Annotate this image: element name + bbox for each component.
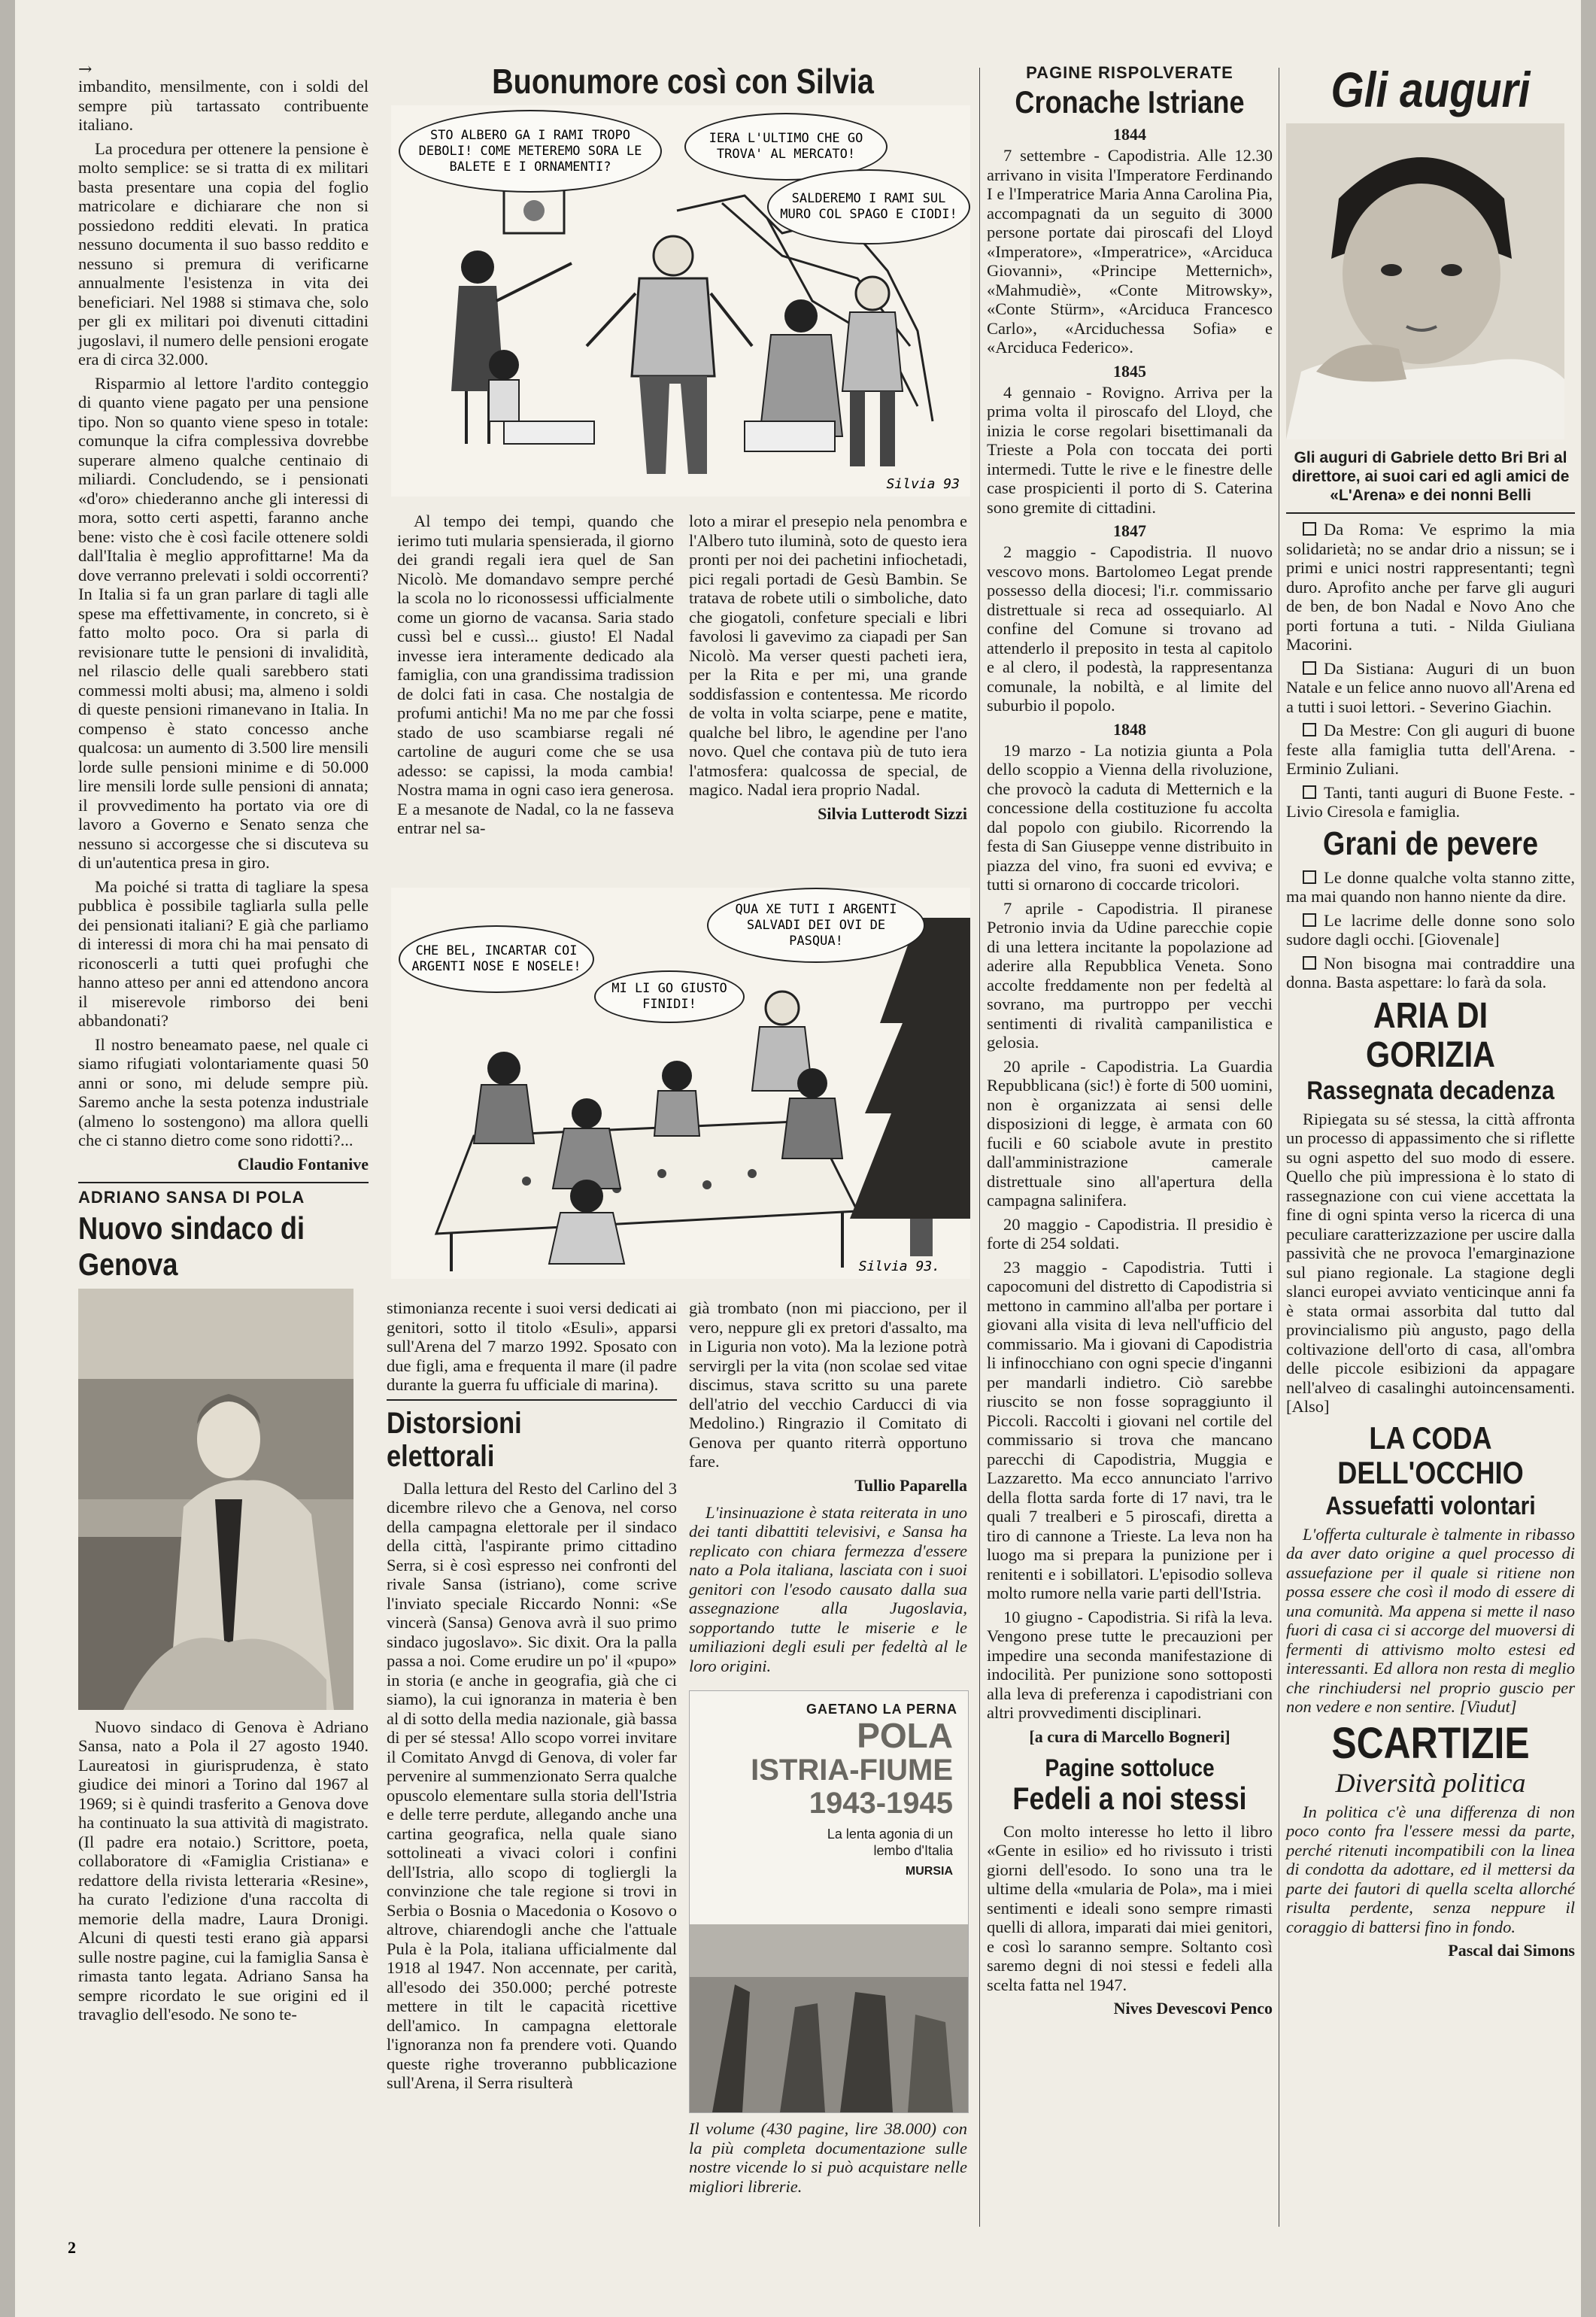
- book-publisher: MURSIA: [905, 1865, 953, 1878]
- chronicle-year: 1847: [1113, 521, 1146, 540]
- chronicle-year: 1848: [1113, 719, 1146, 739]
- article-headline: ARIA DI GORIZIA: [1366, 995, 1495, 1075]
- lower-right-column: [689, 1298, 967, 2200]
- chronicle-entry: 19 marzo - La notizia giunta a Pola dello scoppio a Vienna della rivoluzione, che provocò la caduta di Metternich e la concessione della costituzione fu accolta dal popolo con giubilo. Ricorrendo la festa di San Giuseppe venne distribuito in piazza del vino, fra suoni ed evviva; e tutti si ornarono di coccarde tricolori.: [987, 740, 1273, 894]
- chronicle-entry: 10 giugno - Capodistria. Si rifà la leva. Vengono prese tutte le precauzioni per impedire una seconda manifestazione di indocilità. Per punizione sono sottoposti alla leva di preferenza i capodistriani con altri provvedimenti disciplinari.: [987, 1607, 1273, 1722]
- book-subtitle: La lenta agonia di un lembo d'Italia: [827, 1827, 953, 1858]
- book-title: POLA: [857, 1716, 953, 1755]
- article-subheadline: Assuefatti volontari: [1325, 1491, 1536, 1520]
- article-headline: Distorsioni elettorali: [387, 1406, 522, 1473]
- auguri-item: Da Mestre: Con gli auguri di buone feste alla famiglia tutta dell'Arena. - Erminio Zuliani.: [1286, 721, 1575, 778]
- checkbox-bullet-icon: [1303, 723, 1316, 736]
- fedeli-paragraph: Con molto interesse ho letto il libro «Gente in esilio» ed ho rivissuto i tristi giorni dell'esodo. Io sono una tra le ultime della «mularia de Pola», ma i miei sentimenti e ideali sono sempre rimasti quelli di allora, imparati dai miei genitori, e così lo saranno sempre. Soltanto così saremo degni di noi stessi e fedeli alla scelta fatta nel 1947.: [987, 1821, 1273, 1994]
- divider: [1286, 512, 1575, 514]
- speech-bubble: CHE BEL, INCARTAR COI ARGENTI NOSE E NOSELE!: [399, 925, 594, 993]
- cartoon-children-table: [391, 888, 970, 1279]
- article-headline: Gli auguri: [1331, 62, 1531, 117]
- column-2: [384, 63, 982, 105]
- article-headline: LA CODA DELL'OCCHIO: [1337, 1420, 1524, 1490]
- article-headline: Nuovo sindaco di Genova: [78, 1210, 305, 1282]
- auguri-item: Da Sistiana: Auguri di un buon Natale e un felice anno nuovo all'Arena ed a tutti i suoi lettori. - Severino Giachin.: [1286, 658, 1575, 716]
- editor-note: L'insinuazione è stata reiterata in uno dei tanti dibattiti televisivi, e Sansa ha replicato con chiara fermezza d'essere nato a Pola italiana, lasciata con i suoi genitori con l'esodo causato dalla sua assegnazione alla Jugoslavia, sopportando tutte le miserie e le umiliazioni degli esuli per fedeltà al le loro origini.: [689, 1502, 967, 1675]
- article-signature: Pascal dai Simons: [1448, 1941, 1575, 1960]
- speech-bubble: IERA L'ULTIMO CHE GO TROVA' AL MERCATO!: [684, 113, 888, 181]
- coda-paragraph: L'offerta culturale è talmente in ribasso da aver dato origine a quel processo di assuefazione per il quale si ritiene non possa essere che così il modo di essere di una comunità. Ma appena si mette il naso fuori di casa ci si accorge del muoversi di fermenti di attivismo molto estesi ed interessanti. Ed allora non resta di meglio che rinchiudersi nel proprio guscio per non vedere e non sentire. [Viudut]: [1286, 1524, 1575, 1716]
- chronicle-entry: 7 settembre - Capodistria. Alle 12.30 arrivano in visita l'Imperatore Ferdinando I e l'Imperatrice Maria Anna Carolina Pia, accompagnati da un seguito di 3000 persone portate dai piroscafi del Lloyd «Imperatore», «Imperatrice», «Arciduca Giovanni», «Principe Metternich», «Mahmudiè», «Conte Mitrowsky», «Conte Stürm», «Arciduca Francesco Carlo», «Arciduchessa Sofia» e «Arciduca Federico».: [987, 146, 1273, 357]
- book-title: 1943-1945: [809, 1787, 953, 1820]
- chronicle-entry: 2 maggio - Capodistria. Il nuovo vescovo mons. Bartolomeo Legat prende possesso della diocesi; l'i.r. commissario distrettuale si reca ad ossequiarlo. Al confine del Comune si trovano ad attenderlo il preposito in testa al capitolo e al clero, il podestà, la rappresentanza comunale, la nobiltà, e al limite del suburbio il popolo.: [987, 542, 1273, 715]
- article-kicker: PAGINE RISPOLVERATE: [1026, 63, 1233, 82]
- column-3: [987, 63, 1273, 2026]
- speech-bubble: STO ALBERO GA I RAMI TROPO DEBOLI! COME METEREMO SORA LE BALETE E I ORNAMENTI?: [399, 110, 662, 193]
- cartoon-signature: Silvia 93: [886, 476, 960, 492]
- chronicle-entry: 20 aprile - Capodistria. La Guardia Repubblicana (sic!) è forte di 500 uomini, non è organizzata ai sensi delle disposizioni di legge, è armata con 60 fucili e 60 sciabole avute in prestito dall'amministrazione camerale distrettuale sino all'apertura della campagna salinifera.: [987, 1056, 1273, 1210]
- chronicle-year: 1845: [1113, 361, 1146, 381]
- pensioni-paragraph: Risparmio al lettore l'ardito conteggio di quanto viene pagato per una pensione tipo. Non so quanto viene speso in totale: comunque la cifra complessiva dovrebbe superare almeno qualche centinaio di miliardi. Concludendo, se i pensionati «d'oro» chiederanno anche gli interessi di mora, sotto certi aspetti, faranno anche bene: visto che è così facile ottenere soldi dall'Italia è meglio approfittarne! Ma da dove verranno prelevati i soldi occorrenti? In Italia si fa un gran parlare di tagli alle spese ma effettivamente, in concreto, si è fatto molto poco. Ora si parla di revisionare tutte le pensioni di invalidità, nel rilascio delle quali sarebbero stati commessi molti abusi; ma, almeno i soldi di queste pensioni rimanevano in Italia. In compenso è stato concesso anche qualcosa: un aumento di 3.500 lire mensili lorde sulle pensioni minime e di 50.000 lire mensili lorde sulle pensioni di annata; il provvedimento ha portato via ore di lavoro a Governo e Senato senza che nessuno si accorgesse che si discuteva su di un'autentica presa in giro.: [78, 373, 369, 872]
- story-right-column: [689, 512, 967, 831]
- checkbox-bullet-icon: [1303, 785, 1316, 799]
- article-headline: Grani de pevere: [1322, 824, 1539, 862]
- article-credit: [a cura di Marcello Bogneri]: [1029, 1726, 1230, 1746]
- pensioni-paragraph: La procedura per ottenere la pensione è molto semplice: se si tratta di ex militari basta presentare una copia del foglio matricolare e dichiarare che non si possiedono redditi elevati. In pratica nessuno documenta il suo basso reddito e nessuno si premura di verificarne annualmente l'esistenza in vita dei beneficiari. Nel 1988 si stimava che, solo per gli ex militari poi divenuti cittadini jugoslavi, il numero delle pensioni erogate era di circa 32.000.: [78, 138, 369, 369]
- checkbox-bullet-icon: [1303, 661, 1316, 675]
- page-number: 2: [68, 2238, 76, 2257]
- cartoon-signature: Silvia 93.: [858, 1259, 940, 1274]
- sansa-paragraph: Nuovo sindaco di Genova è Adriano Sansa, nato a Pola il 27 agosto 1940. Laureatosi in giurisprudenza, è stato giudice dei minori a Torino dal 1967 al 1969; si è quindi trasferito a Genova dove ha continuato la sua attività di magistrato. (Il padre era notaio.) Scrittore, poeta, collaboratore di «Famiglia Cristiana» e redattore della rivista letteraria «Resine», ha curato l'edizione d'una raccolta di memorie della madre, Laura Dronigi. Alcuni di questi testi erano già apparsi sulle nostre pagine, cui la famiglia Sansa è rimasta tanto legata. Adriano Sansa ha sempre ricordato le sue origini ed il travaglio dell'esodo. Ne sono te-: [78, 1717, 369, 2024]
- checkbox-bullet-icon: [1303, 956, 1316, 970]
- lower-left-column: [387, 1298, 677, 2097]
- portrait-photo-sansa: [78, 1289, 353, 1710]
- auguri-item: Tanti, tanti auguri di Buone Feste. - Livio Ciresola e famiglia.: [1286, 782, 1575, 821]
- photo-caption: Gli auguri di Gabriele detto Bri Bri al direttore, ai suoi cari ed agli amici de «L'Arena» e dei nonni Belli: [1291, 449, 1570, 504]
- story-paragraph: loto a mirar el presepio nela penombra e l'Albero tuto iluminà, soto de questo iera pronti per noi dei pachetini infiochetadi, pici regali portadi de Gesù Bambin. Se tratava de robete utili o simboliche, dato che giogatoli, confeture speciali e libri favolosi li gavevimo za ciapadi per San Nicolò. Ma verser questi pacheti iera, per la Rita e per mi, una grande soddisfassion e contentessa. Me ricordo de volta in volta sciarpe, pene e matite, qualche bel libro, le agendine per l'ano novo. Quel che contava più de tuto iera l'atmosfera: qualcossa de special, de magico. Nadal iera proprio Nadal.: [689, 512, 967, 799]
- portrait-photo-child: [1286, 123, 1564, 439]
- chronicle-entry: 4 gennaio - Rovigno. Arriva per la prima volta il piroscafo del Lloyd, che inizia le corse regolari bisettimanali da Trieste a Pola con toccata dei porti intermedi. Tutte le rive e le finestre delle case prospicienti il porto di S. Caterina sono gremite di cittadini.: [987, 382, 1273, 517]
- article-subheadline: Rassegnata decadenza: [1306, 1076, 1555, 1105]
- chronicle-entry: 20 maggio - Capodistria. Il presidio è forte di 254 soldati.: [987, 1214, 1273, 1253]
- divider: [78, 1182, 369, 1183]
- story-signature: Silvia Lutterodt Sizzi: [818, 803, 967, 823]
- gorizia-paragraph: Ripiegata su sé stessa, la città affronta un processo di appassimento che si riflette su ogni aspetto del suo modo di essere. Quello che più impressiona è lo stato di rassegnazione con cui viene accettata la fine di ogni spinta verso la ricerca di una peculiare caratterizzazione per uscire dalla passività che ne provoca l'emarginazione sul piano regionale. La stagione degli slanci europei avviato venticinque anni fa è stata ormai assorbita dal tutto dal provincialismo più angusto, pago della coltivazione dell'orto di casa, all'ombra delle piccole esibizioni da appagare nell'alveo di casalinghi autoincensamenti. [Also]: [1286, 1109, 1575, 1416]
- book-cover-photo: [690, 1924, 968, 2112]
- article-subheadline: Diversità politica: [1335, 1767, 1526, 1798]
- newspaper-page: [15, 0, 1581, 2317]
- speech-bubble: QUA XE TUTI I ARGENTI SALVADI DEI OVI DE PASQUA!: [707, 888, 925, 963]
- continuation-arrow: →: [78, 60, 93, 79]
- grani-item: Le donne qualche volta stanno zitte, ma mai quando non hanno niente da dire.: [1286, 867, 1575, 906]
- article-signature: Claudio Fontanive: [237, 1154, 369, 1174]
- column-rule: [979, 68, 980, 2227]
- book-caption: Il volume (430 pagine, lire 38.000) con la più completa documentazione sulle nostre vicende lo si può acquistare nelle migliori librerie.: [689, 2119, 967, 2196]
- article-signature: Nives Devescovi Penco: [1113, 1999, 1273, 2018]
- distorsioni-paragraph: Dalla lettura del Resto del Carlino del 3 dicembre rilevo che a Genova, nel corso della campagna elettorale per il sindaco della città, l'aspirante primo cittadino Serra, si è così espresso nei confronti del rivale Sansa (istriano), come scrive l'inviato speciale Riccardo Nonni: «Se vincerà (Sansa) Genova avrà il suo primo sindaco jugoslavo». Sic dixit. Ora la palla passa a noi. Come erudire un po' il «pupo» in storia (e anche in geografia, già che ci siamo), la cui ignoranza in materia è ben al di sotto della media nazionale, già bassa di per sé stessa! Allo scopo vorrei invitare il Comitato Anvgd di Genova, di voler far pervenire al summenzionato Serra qualche opuscolo elementare sulla storia dell'Istria e delle terre perdute, allegando anche una cartina geografica, nella quale siano sottolineati a vivaci colori i confini dell'Istria, allo scopo di togliergli la convinzione che tale regione si trovi in Serbia o Bosnia o Macedonia o Kosovo o altrove, chiarendogli anche che l'attuale Pula è la Pola, italiana ufficialmente dal 1918 al 1947. Non accennate, per carità, all'esodo dei 350.000; perché potreste mettere in tilt le capacità ricettive dell'amico. In campagna elettorale l'ignoranza non fa prendere voti. Quando queste righe troveranno pubblicazione sull'Arena, il Serra risulterà: [387, 1478, 677, 2092]
- pensioni-paragraph: Il nostro beneamato paese, nel quale ci siamo rifugiati volontariamente quasi 50 anni or sono, mi delude sempre più. Saremo anche la sesta potenza industriale (almeno lo sostengono) ma allora quelli che ci stanno dietro come sono ridotti?...: [78, 1034, 369, 1149]
- column-1: [78, 60, 369, 2029]
- distorsioni-continuation: già trombato (non mi piacciono, per il vero, neppure gli ex pretori d'assalto, ma in Liguria non voto). Ma la lezione potrà servirgli per la vita (non scolae sed vitae discimus, stava scritto su una parete dell'atrio del vecchio Carducci di via Medolino.) Ringrazio il Comitato di Genova per quanto riterrà opportuno fare.: [689, 1298, 967, 1471]
- cartoon-christmas-tree: [391, 105, 970, 496]
- article-signature: Tullio Paparella: [854, 1475, 967, 1495]
- chronicle-entry: 23 maggio - Capodistria. Tutti i capocomuni del distretto di Capodistria si mettono in cammino all'alba per portare i giovani alla visita di leva nell'ufficio del commissario. Ma i giovani di Capodistria li infinocchiano con ogni specie d'inganni per mandarli indietro. Ciò sarebbe riuscito se non fosse sopraggiunto il Piccoli. Raccolti i giovani nel cortile del commissario si trova che mancano parecchi di Capodistria, Muggia e Lazzaretto. Ma ecco annunciato l'arrivo della flotta sarda forte di 17 navi, tra le quali 7 trealberi e 5 piroscafi, diretta a tiro di cannone a Trieste. La leva non ha luogo ma si prepara la punizione per i renitenti e i sobillatori. L'episodio solleva molto rumore nella varie parti dell'Istria.: [987, 1257, 1273, 1602]
- chronicle-year: 1844: [1113, 125, 1146, 144]
- article-headline: Fedeli a noi stessi: [1012, 1780, 1247, 1816]
- sansa-continuation: stimonianza recente i suoi versi dedicati ai genitori, sotto il titolo «Esuli», apparsi sull'Arena del 7 marzo 1992. Sposato con due figli, ama e frequenta il mare (il padre durante la guerra fu ufficiale di marina).: [387, 1298, 677, 1394]
- pensioni-paragraph: Ma poiché si tratta di tagliare la spesa pubblica è possibile tagliarla sulla pelle dei pensionati italiani? E già che parliamo di interessi di mora chi ha mai pensato di riconoscerli a tutti quei profughi che hanno atteso per anni ed attendono ancora il miserevole rimborso dei beni abbandonati?: [78, 876, 369, 1030]
- speech-bubble: MI LI GO GIUSTO FINIDI!: [594, 970, 745, 1023]
- book-title: ISTRIA-FIUME: [751, 1754, 953, 1787]
- article-kicker: Pagine sottoluce: [1045, 1754, 1215, 1781]
- book-author: GAETANO LA PERNA: [806, 1702, 957, 1717]
- pensioni-paragraph: imbandito, mensilmente, con i soldi del sempre più tartassato contribuente italiano.: [78, 77, 369, 134]
- article-headline: Cronache Istriane: [1015, 84, 1245, 120]
- article-headline: Buonumore così con Silvia: [492, 62, 874, 101]
- checkbox-bullet-icon: [1303, 913, 1316, 927]
- grani-item: Le lacrime delle donne sono solo sudore dagli occhi. [Giovenale]: [1286, 910, 1575, 949]
- article-headline: SCARTIZIE: [1331, 1718, 1530, 1768]
- story-left-column: [397, 512, 674, 843]
- checkbox-bullet-icon: [1303, 870, 1316, 884]
- speech-bubble: SALDEREMO I RAMI SUL MURO COL SPAGO E CIODI!: [767, 169, 970, 244]
- auguri-item: Da Roma: Ve esprimo la mia solidarietà; no se andar drio a nissun; se i primi e unici nostri rappresentanti; tegnì duro. Aprofito anche per farve gli auguri de ben, de bon Nadal e Novo Ano che porti fortuna a tuti. - Nilda Giuliana Macorini.: [1286, 520, 1575, 654]
- chronicle-entry: 7 aprile - Capodistria. Il piranese Petronio invia da Udine parecchie copie di una lettera incitante la popolazione ad aderire alla Repubblica Veneta. Sono accolte freddamente non per fedeltà al sovrano, ma purtroppo per vecchi sentimenti di rivalità campanilistica e gelosia.: [987, 898, 1273, 1052]
- grani-item: Non bisogna mai contraddire una donna. Basta aspettare: lo farà da sola.: [1286, 953, 1575, 991]
- divider: [387, 1399, 677, 1401]
- story-paragraph: Al tempo dei tempi, quando che ierimo tuti mularia spensierada, il giorno dei grandi regali iera quel de San Nicolò. Me domandavo sempre perché la scola no lo riconossessi ufficialmente come un giorno de vacansa. Saria stado cussì bel e cussì... giusto! El Nadal invesse iera interamente dedicado ala famiglia, con una grandissima tradission de dolci fati in casa. Che nostalgia de profumi antichi! Ma no me par che fossi stado de uso scambiarse regali né cartoline de auguri come che se usa adesso: se capissi, la moda cambia! Nostra mama in ogni caso iera generosa. E a mesanote de Nadal, co la ne fasseva entrar nel sa-: [397, 512, 674, 837]
- column-4: [1286, 63, 1575, 1968]
- checkbox-bullet-icon: [1303, 522, 1316, 536]
- scartizie-paragraph: In politica c'è una differenza di non poco conto fra l'essere messi da parte, perché ritenuti incompatibili con la linea di condotta da adottare, ed il mettersi da parte dei fautori di quella scelta allorché risulta perdente, senza neppure il coraggio di battersi fino in fondo.: [1286, 1802, 1575, 1936]
- book-cover: [689, 1690, 969, 2113]
- article-kicker: ADRIANO SANSA DI POLA: [78, 1187, 305, 1207]
